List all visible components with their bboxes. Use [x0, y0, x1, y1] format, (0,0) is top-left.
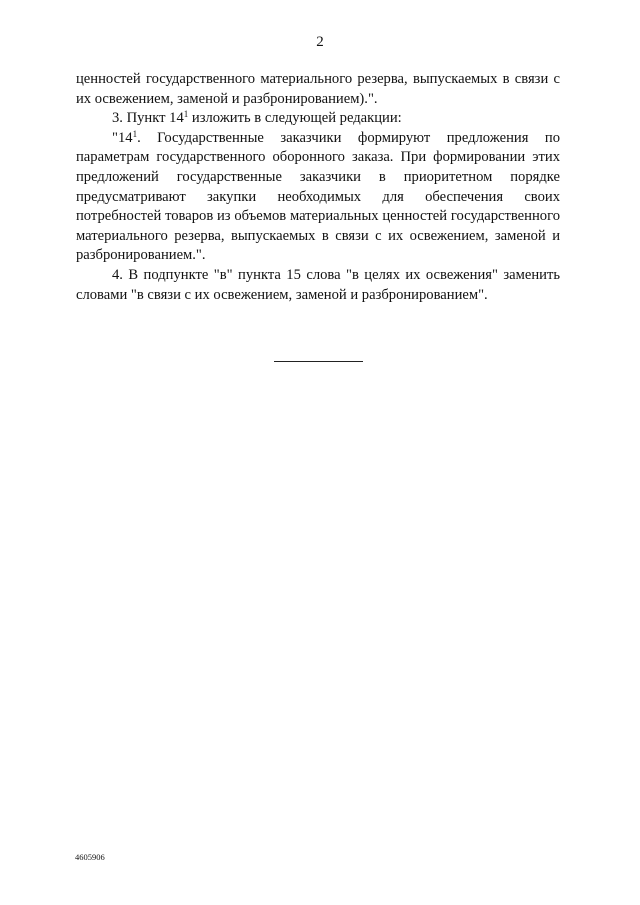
item-3-text-end: изложить в следующей редакции: [188, 110, 402, 127]
document-body [76, 70, 560, 305]
document-code: 4605906 [75, 852, 105, 862]
item-14-1-text-start: "14 [112, 129, 133, 146]
paragraph-continuation: ценностей государственного материального резерва, выпускаемых в связи с их освежением, заменой и разбронированием).". [76, 71, 560, 107]
item-14-1-superscript: 1 [132, 128, 138, 139]
paragraph-item-14-1 [76, 129, 560, 266]
item-14-1-text-end: . Государственные заказчики формируют предложения по параметрам государственного оборонного заказа. При формировании этих предложений государственные заказчики в приоритетном порядке предусматривают закупки необходимых для обеспечения своих потребностей товаров из объемов материальных ценностей государственного материального резерва, выпускаемых в связи с их освежением, заменой и разбронированием.". [76, 129, 560, 264]
page-number: 2 [316, 34, 324, 50]
paragraph-item-3 [76, 109, 560, 129]
item-3-text-start: 3. Пункт 14 [112, 110, 184, 127]
end-divider [274, 361, 363, 362]
item-3-superscript: 1 [183, 109, 189, 120]
paragraph-item-4: 4. В подпункте "в" пункта 15 слова "в целях их освежения" заменить словами "в связи с их освежением, заменой и разбронированием". [76, 266, 560, 303]
